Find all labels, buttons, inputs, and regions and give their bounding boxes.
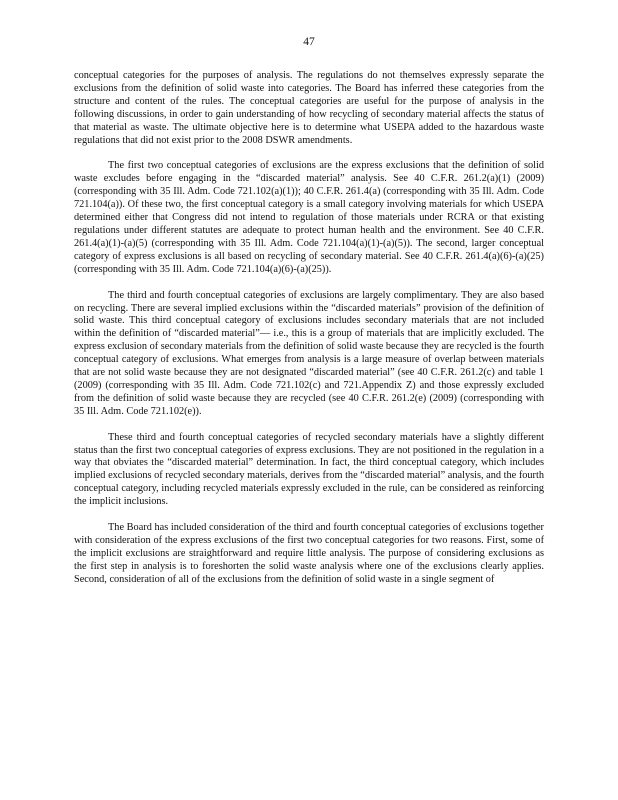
page-number: 47 bbox=[303, 36, 315, 48]
document-body bbox=[74, 70, 544, 600]
paragraph-status-difference: These third and fourth conceptual categories of recycled secondary materials have a slightly different status than the first two conceptual categories of express exclusions. They are not positioned in the regulation in a way that obviates the “discarded material” determination. In fact, the third conceptual category, which includes implied exclusions of recycled secondary materials, derives from the “discarded material” analysis, and the fourth conceptual category, including recycled materials expressly excluded in the rule, can be considered as reinforcing the implicit inclusions. bbox=[74, 431, 544, 508]
paragraph-express-exclusions: The first two conceptual categories of exclusions are the express exclusions that the definition of solid waste excludes before engaging in the “discarded material” analysis. See 40 C.F.R. 261.2(a)(1) (2009) (corresponding with 35 Ill. Adm. Code 721.102(a)(1)); 40 C.F.R. 261.4(a) (corresponding with 35 Ill. Adm. Code 721.104(a)). Of these two, the first conceptual category is a small category involving materials for which USEPA determined either that Congress did not intend to regulation of those materials under RCRA or that existing regulations under different statutes are adequate to protect human health and the environment. See 40 C.F.R. 261.4(a)(1)-(a)(5) (corresponding with 35 Ill. Adm. Code 721.104(a)(1)-(a)(5)). The second, larger conceptual category of express exclusions is all based on recycling of secondary material. See 40 C.F.R. 261.4(a)(6)-(a)(25) (corresponding with 35 Ill. Adm. Code 721.104(a)(6)-(a)(25)). bbox=[74, 160, 544, 275]
paragraph-board-consideration: The Board has included consideration of the third and fourth conceptual categories of exclusions together with consideration of the express exclusions of the first two conceptual categories for two reasons. First, some of the implicit exclusions are straightforward and require little analysis. The purpose of considering exclusions as the first step in analysis is to foreshorten the solid waste analysis where one of the exclusions clearly applies. Second, consideration of all of the exclusions from the definition of solid waste in a single segment of bbox=[74, 522, 544, 585]
paragraph-implied-exclusions: The third and fourth conceptual categories of exclusions are largely complimentary. They are also based on recycling. There are several implied exclusions within the “discarded materials” provision of the definition of solid waste. This third conceptual category of exclusions includes secondary materials that are not included within the definition of “discarded material”— i.e., this is a group of materials that are implicitly excluded. The express exclusion of secondary materials from the definition of solid waste because they are recycled is the fourth conceptual category of exclusions. What emerges from analysis is a large measure of overlap between materials that are not solid waste because they are not designated “discarded material” (see 40 C.F.R. 261.2(c) and table 1 (2009) (corresponding with 35 Ill. Adm. Code 721.102(c) and 721.Appendix Z) and those expressly excluded from the definition of solid waste because they are recycled (see 40 C.F.R. 261.2(e) (2009) (corresponding with 35 Ill. Adm. Code 721.102(e)). bbox=[74, 289, 544, 417]
paragraph-continuation: conceptual categories for the purposes of analysis. The regulations do not themselves expressly separate the exclusions from the definition of solid waste into categories. The Board has inferred these categories from the structure and content of the rules. The conceptual categories are useful for the purpose of analysis in the following discussions, in order to gain understanding of how recycling of secondary material affects the status of that material as waste. The ultimate objective here is to determine what USEPA added to the hazardous waste regulations that did not exist prior to the 2008 DSWR amendments. bbox=[74, 70, 544, 146]
